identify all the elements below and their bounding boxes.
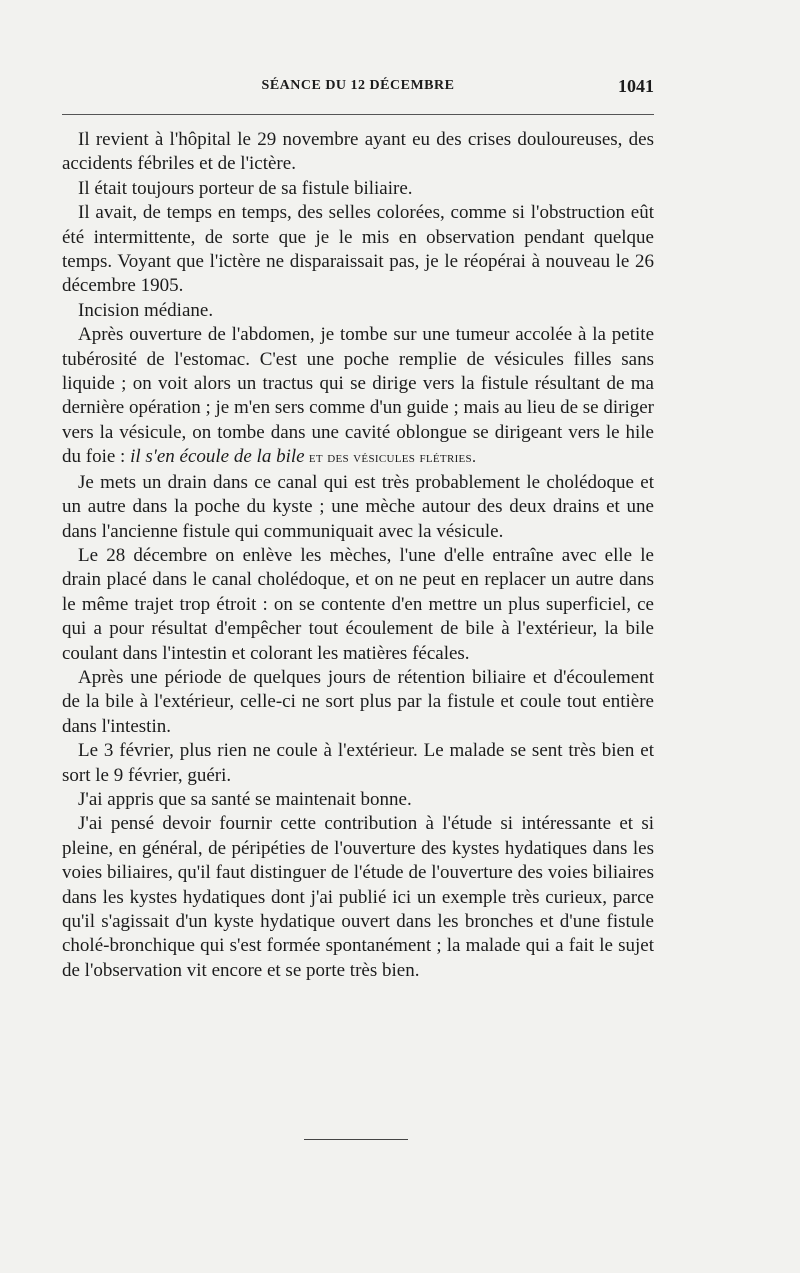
paragraph: Le 28 décembre on enlève les mèches, l'une d'elle entraîne avec elle le drain placé dans le canal cholédoque, et on ne peut en replacer un autre dans le même trajet trop étroit : on se contente d'en mettre un plus superficiel, ce qui a pour résultat d'empêcher tout écoulement de bile à l'extérieur, la bile coulant dans l'intestin et colorant les matières fécales. (62, 544, 654, 664)
smallcaps-phrase: et des vésicules flétries. (304, 449, 477, 467)
paragraph: Je mets un drain dans ce canal qui est très probablement le cholédoque et un autre dans la poche du kyste ; une mèche autour des deux drains et une dans l'ancienne fistule qui communiquait avec la vésicule. (62, 471, 654, 542)
paragraph (62, 323, 654, 470)
header-divider (62, 114, 654, 115)
paragraph: Après une période de quelques jours de rétention biliaire et d'écoulement de la bile à l'extérieur, celle-ci ne sort plus par la fistule et coule tout entière dans l'intestin. (62, 666, 654, 737)
paragraph: J'ai appris que sa santé se maintenait bonne. (78, 788, 412, 810)
running-title: SÉANCE DU 12 DÉCEMBRE (261, 78, 455, 93)
paragraph: J'ai pensé devoir fournir cette contribution à l'étude si intéressante et si pleine, en général, de péripéties de l'ouverture des kystes hydatiques dans les voies biliaires, qu'il faut distinguer de l'étude de l'ouverture des voies biliaires dans les kystes hydatiques dont j'ai publié ici un exemple très curieux, parce qu'il s'agissait d'un kyste hydatique ouvert dans les bronches et d'une fistule cholé-bronchique qui s'est formée spontanément ; la malade qui a fait le sujet de l'observation vit encore et se porte très bien. (62, 813, 654, 981)
paragraph: Le 3 février, plus rien ne coule à l'extérieur. Le malade se sent très bien et sort le 9 février, guéri. (62, 740, 654, 786)
running-head (62, 78, 654, 100)
paragraph: Il avait, de temps en temps, des selles colorées, comme si l'obstruction eût été intermittente, de sorte que je le mis en observation pendant quelque temps. Voyant que l'ictère ne disparaissait pas, je le réopérai à nouveau le 26 décembre 1905. (62, 202, 654, 297)
end-divider (304, 1139, 408, 1140)
paragraph: Il revient à l'hôpital le 29 novembre ayant eu des crises douloureuses, des accidents fébriles et de l'ictère. (62, 129, 654, 175)
paragraph-text: Après ouverture de l'abdomen, je tombe sur une tumeur accolée à la petite tubérosité de l'estomac. C'est une poche remplie de vésicules filles sans liquide ; on voit alors un tractus qui se dirige vers la fistule résultant de ma dernière opération ; je m'en sers comme d'un guide ; mais au lieu de se diriger vers la vésicule, on tombe dans une cavité oblongue se dirigeant vers le hile du foie : (62, 324, 654, 468)
italic-phrase: il s'en écoule de la bile (130, 446, 305, 468)
body-text (62, 128, 654, 983)
paragraph: Il était toujours porteur de sa fistule biliaire. (78, 177, 413, 199)
paragraph: Incision médiane. (78, 299, 214, 321)
page-number: 1041 (618, 76, 654, 96)
